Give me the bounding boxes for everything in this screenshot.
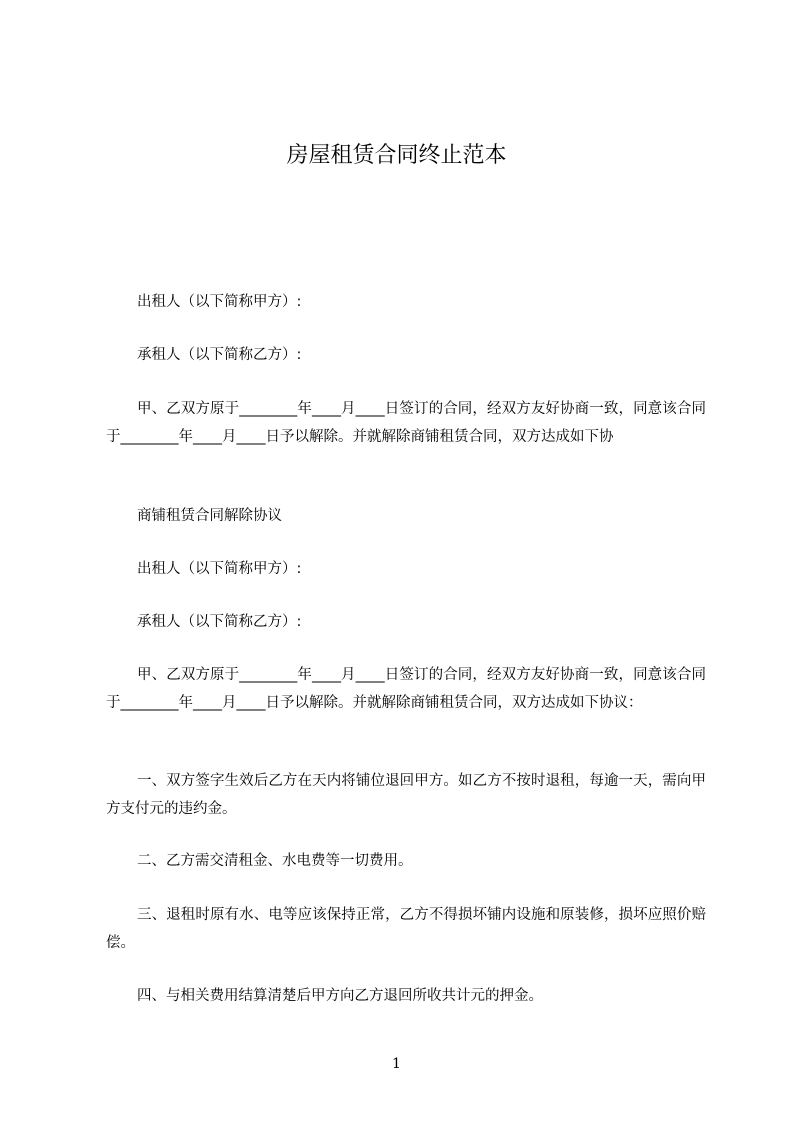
clause-4: 四、与相关费用结算清楚后甲方向乙方退回所收共计元的押金。 (137, 988, 543, 1004)
agreement-heading: 商铺租赁合同解除协议 (137, 508, 282, 524)
termination-intro-paragraph-repeat: 甲、乙双方原于________年____月____日签订的合同，经双方友好协商一致，同意该合同于________年____月____日予以解除。并就解除商铺租赁合同，双方达成如下协议： (106, 667, 706, 711)
lessee-line-repeat: 承租人（以下简称乙方）: (137, 614, 302, 630)
clause-2: 二、乙方需交清租金、水电费等一切费用。 (137, 853, 413, 869)
document-title: 房屋租赁合同终止范本 (286, 143, 507, 168)
termination-intro-paragraph: 甲、乙双方原于________年____月____日签订的合同，经双方友好协商一致，同意该合同于________年____月____日予以解除。并就解除商铺租赁合同，双方达成如下协 (106, 401, 706, 445)
lessor-line-repeat: 出租人（以下简称甲方）: (137, 561, 302, 577)
clause-3: 三、退租时原有水、电等应该保持正常，乙方不得损坏铺内设施和原装修，损坏应照价赔偿。 (106, 907, 706, 951)
clause-1: 一、双方签字生效后乙方在天内将铺位退回甲方。如乙方不按时退租，每逾一天，需向甲方支付元的违约金。 (106, 773, 706, 817)
page-number: 1 (392, 1056, 401, 1072)
lessee-line: 承租人（以下简称乙方）: (137, 347, 302, 363)
lessor-line: 出租人（以下简称甲方）: (137, 294, 302, 310)
